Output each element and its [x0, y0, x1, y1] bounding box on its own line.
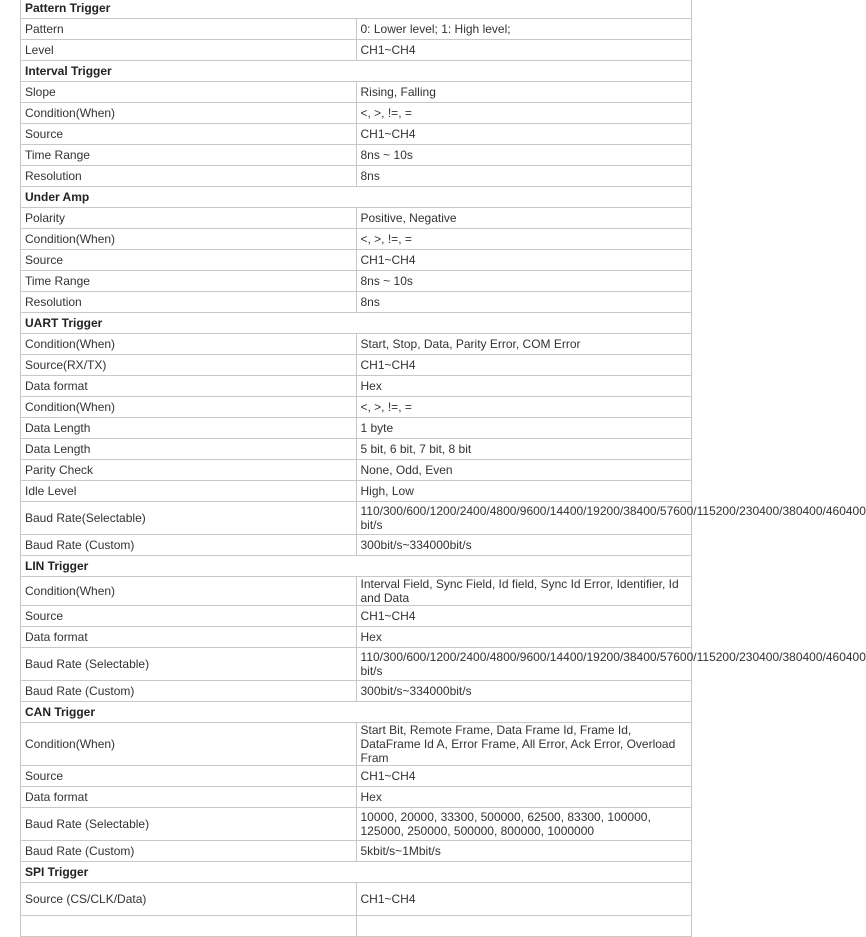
- spec-value: Start Bit, Remote Frame, Data Frame Id, Frame Id, DataFrame Id A, Error Frame, All Error, Ack Error, Overload Fram: [356, 723, 692, 766]
- spec-value: 8ns: [356, 292, 692, 313]
- spec-value: Start, Stop, Data, Parity Error, COM Error: [356, 334, 692, 355]
- spec-label: Polarity: [21, 208, 357, 229]
- spec-row: [21, 166, 692, 187]
- spec-label: Source (CS/CLK/Data): [21, 883, 357, 916]
- spec-label: Condition(When): [21, 577, 357, 606]
- spec-row: [21, 766, 692, 787]
- section-title: Pattern Trigger: [21, 0, 692, 19]
- spec-label: Source(RX/TX): [21, 355, 357, 376]
- spec-value: 5kbit/s~1Mbit/s: [356, 841, 692, 862]
- spec-row: [21, 208, 692, 229]
- spec-label: Baud Rate (Custom): [21, 535, 357, 556]
- spec-label: Source: [21, 606, 357, 627]
- section-header: [21, 313, 692, 334]
- section-header: [21, 0, 692, 19]
- spec-value: <, >, !=, =: [356, 103, 692, 124]
- spec-row: [21, 124, 692, 145]
- spec-label: Data Length: [21, 418, 357, 439]
- section-header: [21, 862, 692, 883]
- spec-row: [21, 439, 692, 460]
- section-header: [21, 702, 692, 723]
- spec-row: [21, 627, 692, 648]
- spec-label: Time Range: [21, 271, 357, 292]
- spec-row: [21, 841, 692, 862]
- spec-row: [21, 271, 692, 292]
- spec-value: 10000, 20000, 33300, 500000, 62500, 83300, 100000, 125000, 250000, 500000, 800000, 1000000: [356, 808, 692, 841]
- spec-label: Source: [21, 124, 357, 145]
- spec-value: Positive, Negative: [356, 208, 692, 229]
- spec-value: Interval Field, Sync Field, Id field, Sync Id Error, Identifier, Id and Data: [356, 577, 692, 606]
- spec-value: CH1~CH4: [356, 250, 692, 271]
- spec-row: [21, 787, 692, 808]
- section-header: [21, 61, 692, 82]
- spec-row: [21, 145, 692, 166]
- spec-value: None, Odd, Even: [356, 460, 692, 481]
- spec-value: <, >, !=, =: [356, 229, 692, 250]
- spec-label: Baud Rate (Selectable): [21, 648, 357, 681]
- spec-row: [21, 397, 692, 418]
- spec-row: [21, 648, 692, 681]
- spec-label: Slope: [21, 82, 357, 103]
- spec-value: CH1~CH4: [356, 606, 692, 627]
- spec-row: [21, 681, 692, 702]
- spec-value: 8ns ~ 10s: [356, 271, 692, 292]
- spec-value: CH1~CH4: [356, 355, 692, 376]
- spec-value: Hex: [356, 627, 692, 648]
- spec-label: Data format: [21, 627, 357, 648]
- spec-label: Condition(When): [21, 229, 357, 250]
- spec-row: [21, 334, 692, 355]
- spec-row: [21, 229, 692, 250]
- spec-value: 300bit/s~334000bit/s: [356, 535, 692, 556]
- spec-value: 8ns: [356, 166, 692, 187]
- spec-value: CH1~CH4: [356, 766, 692, 787]
- spec-label: Idle Level: [21, 481, 357, 502]
- section-title: UART Trigger: [21, 313, 692, 334]
- spec-label: Baud Rate (Selectable): [21, 808, 357, 841]
- spec-value: CH1~CH4: [356, 124, 692, 145]
- spec-table: [20, 0, 866, 937]
- spec-value: Rising, Falling: [356, 82, 692, 103]
- spec-label: Source: [21, 766, 357, 787]
- spec-row: [21, 418, 692, 439]
- spec-row: [21, 606, 692, 627]
- spec-row: [21, 250, 692, 271]
- spec-label: Data format: [21, 376, 357, 397]
- spec-row: [21, 883, 692, 916]
- section-title: CAN Trigger: [21, 702, 692, 723]
- spec-label: Data Length: [21, 439, 357, 460]
- spec-row: [21, 577, 692, 606]
- spec-label: Time Range: [21, 145, 357, 166]
- spec-row: [21, 103, 692, 124]
- spec-value: High, Low: [356, 481, 692, 502]
- spec-value: Hex: [356, 787, 692, 808]
- spec-row: [21, 19, 692, 40]
- spec-row: [21, 502, 692, 535]
- spec-value: 300bit/s~334000bit/s: [356, 681, 692, 702]
- spec-value: 5 bit, 6 bit, 7 bit, 8 bit: [356, 439, 692, 460]
- section-title: Under Amp: [21, 187, 692, 208]
- spec-value: Hex: [356, 376, 692, 397]
- spec-label: Data format: [21, 787, 357, 808]
- spec-label: Resolution: [21, 292, 357, 313]
- spec-label: Pattern: [21, 19, 357, 40]
- spec-label: Baud Rate (Custom): [21, 841, 357, 862]
- spec-value: 0: Lower level; 1: High level;: [356, 19, 692, 40]
- spec-row: [21, 723, 692, 766]
- spec-label: Condition(When): [21, 103, 357, 124]
- spec-row: [21, 40, 692, 61]
- spec-value: 110/300/600/1200/2400/4800/9600/14400/19200/38400/57600/115200/230400/380400/460400 bit/s: [356, 502, 692, 535]
- spec-label: Level: [21, 40, 357, 61]
- section-title: SPI Trigger: [21, 862, 692, 883]
- spec-value: CH1~CH4: [356, 883, 692, 916]
- spec-row: [21, 292, 692, 313]
- spec-row: [21, 376, 692, 397]
- spec-label: Condition(When): [21, 334, 357, 355]
- spec-row: [21, 460, 692, 481]
- spec-value: 110/300/600/1200/2400/4800/9600/14400/19200/38400/57600/115200/230400/380400/460400 bit/s: [356, 648, 692, 681]
- spec-value: CH1~CH4: [356, 40, 692, 61]
- spec-value: <, >, !=, =: [356, 397, 692, 418]
- spec-row: [21, 916, 692, 937]
- section-title: LIN Trigger: [21, 556, 692, 577]
- spec-label: Baud Rate(Selectable): [21, 502, 357, 535]
- spec-row: [21, 808, 692, 841]
- spec-label: Source: [21, 250, 357, 271]
- spec-row: [21, 481, 692, 502]
- section-header: [21, 187, 692, 208]
- spec-label: Condition(When): [21, 397, 357, 418]
- spec-label: Parity Check: [21, 460, 357, 481]
- spec-label: Baud Rate (Custom): [21, 681, 357, 702]
- spec-label: Condition(When): [21, 723, 357, 766]
- spec-label: [21, 916, 357, 937]
- section-header: [21, 556, 692, 577]
- section-title: Interval Trigger: [21, 61, 692, 82]
- spec-value: 1 byte: [356, 418, 692, 439]
- spec-label: Resolution: [21, 166, 357, 187]
- spec-value: 8ns ~ 10s: [356, 145, 692, 166]
- spec-row: [21, 355, 692, 376]
- spec-row: [21, 535, 692, 556]
- spec-row: [21, 82, 692, 103]
- spec-value: [356, 916, 692, 937]
- spec-table-body: [21, 0, 866, 937]
